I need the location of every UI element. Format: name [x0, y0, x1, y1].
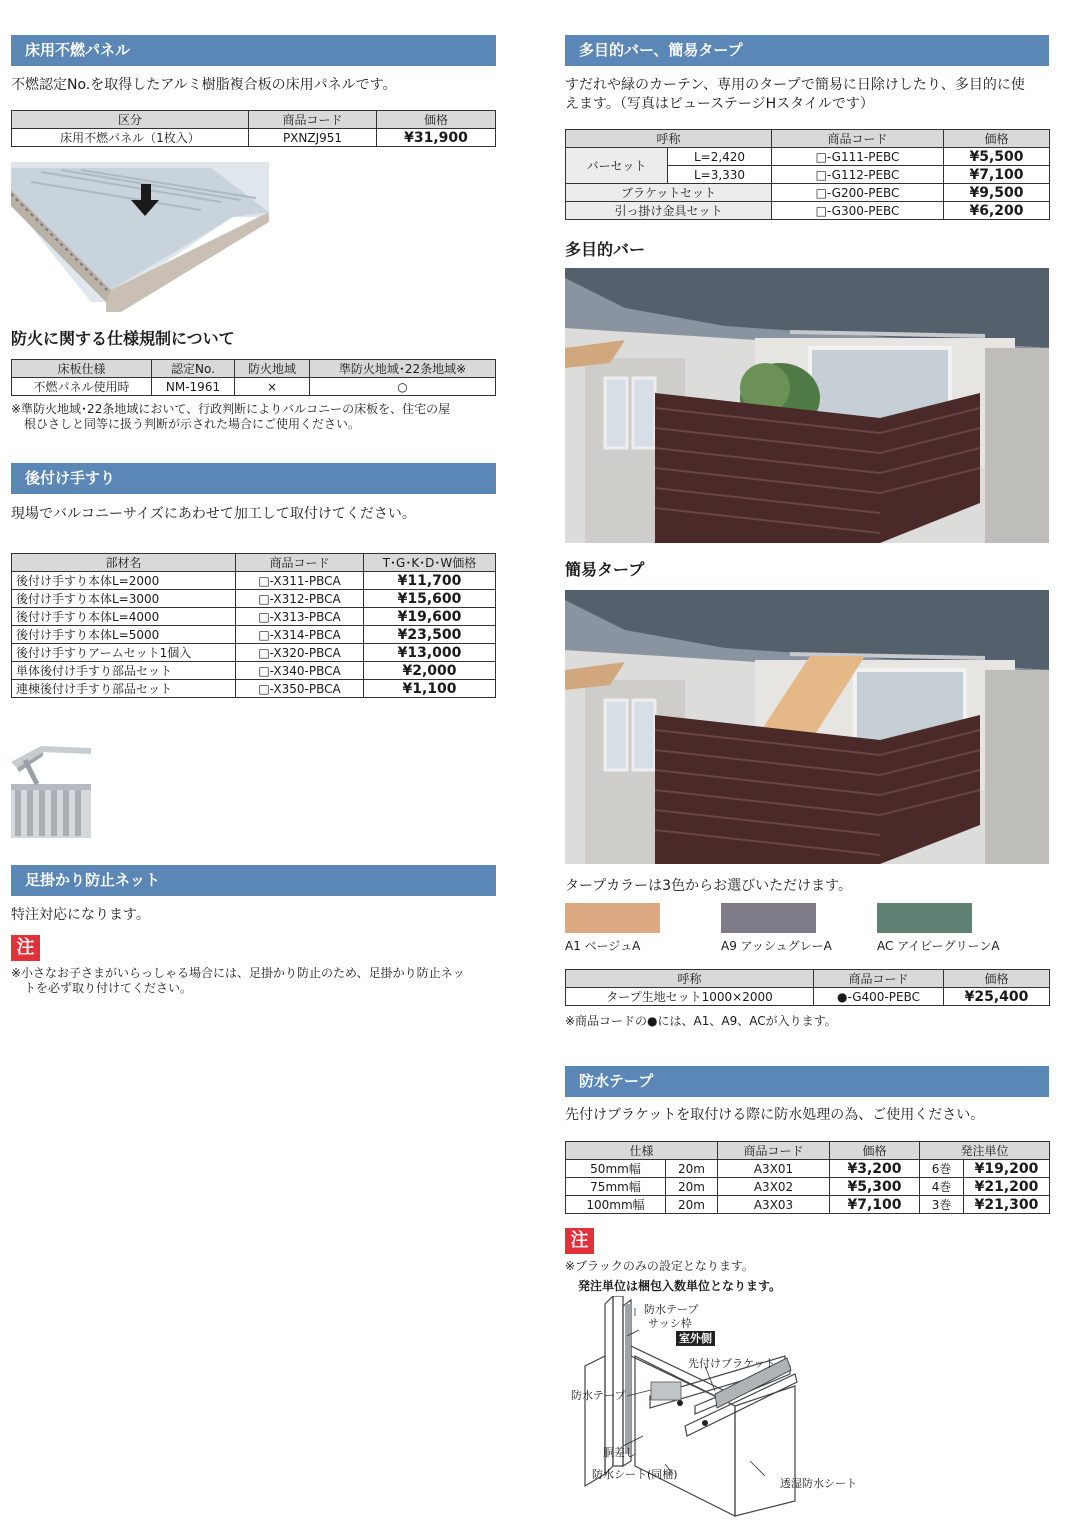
table-row: [566, 148, 1050, 166]
cell-price: ¥13,000: [364, 644, 496, 662]
table-row: [12, 608, 496, 626]
fire-regulation-table: [11, 359, 496, 396]
cell-code: A3X02: [718, 1178, 830, 1196]
cell-code: □-X313-PBCA: [236, 608, 364, 626]
cell-name: 後付け手すり本体L=2000: [12, 572, 236, 590]
cell-unit-price: ¥21,300: [964, 1196, 1050, 1214]
cell-price: ¥3,200: [830, 1160, 920, 1178]
cell-name: タープ生地セット1000×2000: [566, 988, 814, 1006]
section-header-bar: 多目的バー、簡易タープ: [565, 35, 1049, 66]
col-header: 価格: [377, 111, 496, 129]
col-header: 準防火地域･22条地域※: [310, 360, 496, 378]
col-header: 呼称: [566, 970, 814, 988]
table-row: [566, 988, 1050, 1006]
col-header: 認定No.: [152, 360, 235, 378]
cell-code: □-X311-PBCA: [236, 572, 364, 590]
cell-code: □-X320-PBCA: [236, 644, 364, 662]
table-row: [566, 1178, 1050, 1196]
diagram-label-tape-top: 防水テープ: [644, 1303, 699, 1316]
col-header: 価格: [830, 1142, 920, 1160]
cell-price: ¥25,400: [944, 988, 1050, 1006]
cell-price: ¥5,500: [944, 148, 1050, 166]
cell-code: □-X350-PBCA: [236, 680, 364, 698]
simple-tarp-photo: [565, 590, 1049, 864]
cell-price: ¥5,300: [830, 1178, 920, 1196]
caution-badge: 注: [565, 1228, 594, 1254]
cell-code: ●-G400-PEBC: [814, 988, 944, 1006]
cell-name: 後付け手すり本体L=4000: [12, 608, 236, 626]
bar-description-line1: すだれや緑のカーテン、専用のタープで簡易に日除けしたり、多目的に使: [565, 77, 1025, 93]
cell-name: 単体後付け手すり部品セット: [12, 662, 236, 680]
col-header: 仕様: [566, 1142, 718, 1160]
diagram-label-permeable: 透湿防水シート: [780, 1477, 857, 1490]
cell-code: □-G112-PEBC: [772, 166, 944, 184]
col-header: 防火地域: [235, 360, 310, 378]
table-row: [566, 1160, 1050, 1178]
diagram-label-tape-left: 防水テープ: [571, 1389, 626, 1402]
col-header: 部材名: [12, 554, 236, 572]
cell-length: 20m: [666, 1178, 718, 1196]
col-header: 商品コード: [236, 554, 364, 572]
cell-semi-fire-zone: ○: [310, 378, 496, 396]
tarp-colors-title: タープカラーは3色からお選びいただけます。: [565, 878, 852, 894]
cell-width: 75mm幅: [566, 1178, 666, 1196]
swatch-label-beige: A1 ベージュA: [565, 939, 641, 953]
cell-code: □-G200-PEBC: [772, 184, 944, 202]
table-row: [12, 626, 496, 644]
cell-name: 引っ掛け金具セット: [566, 202, 772, 220]
cell-bar-set: バーセット: [566, 148, 668, 184]
cell-cert-no: NM-1961: [152, 378, 235, 396]
cell-price: ¥15,600: [364, 590, 496, 608]
table-row: [12, 129, 496, 147]
bar-table: [565, 129, 1050, 220]
swatch-label-ash-gray: A9 アッシュグレーA: [721, 939, 832, 953]
swatch-ivy-green: [877, 903, 972, 933]
photo-title-tarp: 簡易タープ: [565, 560, 645, 579]
fire-regulation-title: 防火に関する仕様規制について: [11, 329, 235, 348]
cell-price: ¥7,100: [944, 166, 1050, 184]
cell-price: ¥23,500: [364, 626, 496, 644]
cell-name: 床用不燃パネル（1枚入）: [12, 129, 249, 147]
cell-price: ¥1,100: [364, 680, 496, 698]
cell-price: ¥19,600: [364, 608, 496, 626]
cell-unit-price: ¥21,200: [964, 1178, 1050, 1196]
photo-title-bar: 多目的バー: [565, 240, 646, 259]
cell-length: L=2,420: [668, 148, 772, 166]
handrail-description: 現場でバルコニーサイズにあわせて加工して取付けてください。: [11, 506, 416, 522]
tarp-table: [565, 969, 1050, 1006]
cell-price: ¥7,100: [830, 1196, 920, 1214]
cell-width: 100mm幅: [566, 1196, 666, 1214]
handrail-illustration: [11, 740, 93, 838]
cell-price: ¥6,200: [944, 202, 1050, 220]
cell-floor-spec: 不燃パネル使用時: [12, 378, 152, 396]
cell-code: PXNZJ951: [249, 129, 377, 147]
table-row: [12, 680, 496, 698]
section-header-net: 足掛かり防止ネット: [11, 865, 496, 896]
floor-panel-table: [11, 110, 496, 147]
section-header-tape: 防水テープ: [565, 1066, 1049, 1097]
diagram-label-outdoor: 室外側: [676, 1331, 715, 1346]
col-header: 商品コード: [772, 130, 944, 148]
table-row: [566, 184, 1050, 202]
net-description: 特注対応になります。: [11, 907, 150, 923]
cell-unit-qty: 4巻: [920, 1178, 964, 1196]
table-row: [12, 662, 496, 680]
col-header: 呼称: [566, 130, 772, 148]
cell-name: ブラケットセット: [566, 184, 772, 202]
cell-price: ¥2,000: [364, 662, 496, 680]
cell-name: 後付け手すりアームセット1個入: [12, 644, 236, 662]
cell-unit-price: ¥19,200: [964, 1160, 1050, 1178]
col-header: 発注単位: [920, 1142, 1050, 1160]
table-row: [12, 590, 496, 608]
fire-note-line2: 根ひさしと同等に扱う判断が示された場合にご使用ください。: [24, 417, 361, 431]
diagram-label-dousashi: 胴差し: [603, 1446, 636, 1459]
col-header: T･G･K･D･W価格: [364, 554, 496, 572]
cell-length: 20m: [666, 1160, 718, 1178]
tape-description: 先付けブラケットを取付ける際に防水処理の為、ご使用ください。: [565, 1107, 985, 1123]
cell-price: ¥9,500: [944, 184, 1050, 202]
fire-note-line1: ※準防火地域･22条地域において、行政判断によりバルコニーの床板を、住宅の屋: [11, 402, 451, 416]
floor-panel-description: 不燃認定No.を取得したアルミ樹脂複合板の床用パネルです。: [11, 77, 397, 93]
cell-length: L=3,330: [668, 166, 772, 184]
swatch-beige: [565, 903, 660, 933]
floor-panel-illustration: [11, 162, 281, 312]
cell-price: ¥11,700: [364, 572, 496, 590]
diagram-label-bracket: 先付けブラケット: [688, 1357, 776, 1370]
col-header: 区分: [12, 111, 249, 129]
cell-code: A3X01: [718, 1160, 830, 1178]
table-row: [566, 202, 1050, 220]
cell-code: A3X03: [718, 1196, 830, 1214]
table-row: [566, 1196, 1050, 1214]
col-header: 価格: [944, 130, 1050, 148]
col-header: 商品コード: [814, 970, 944, 988]
col-header: 価格: [944, 970, 1050, 988]
table-row: [12, 572, 496, 590]
net-note-line2: トを必ず取り付けてください。: [24, 981, 193, 995]
caution-badge: 注: [11, 935, 40, 961]
swatch-label-ivy-green: AC アイビーグリーンA: [877, 939, 1000, 953]
cell-unit-qty: 6巻: [920, 1160, 964, 1178]
cell-unit-qty: 3巻: [920, 1196, 964, 1214]
multipurpose-bar-photo: [565, 268, 1049, 543]
cell-code: □-G111-PEBC: [772, 148, 944, 166]
handrail-table: [11, 553, 496, 698]
cell-code: □-X312-PBCA: [236, 590, 364, 608]
tape-note-line1: ※ブラックのみの設定となります。: [565, 1259, 754, 1273]
cell-name: 後付け手すり本体L=3000: [12, 590, 236, 608]
cell-price: ¥31,900: [377, 129, 496, 147]
table-row: [12, 644, 496, 662]
swatch-ash-gray: [721, 903, 816, 933]
col-header: 商品コード: [718, 1142, 830, 1160]
section-header-floor-panel: 床用不燃パネル: [11, 35, 496, 66]
table-row: [12, 378, 496, 396]
col-header: 床板仕様: [12, 360, 152, 378]
cell-code: □-X314-PBCA: [236, 626, 364, 644]
diagram-label-sash: サッシ枠: [648, 1317, 692, 1330]
net-note-line1: ※小さなお子さまがいらっしゃる場合には、足掛かり防止のため、足掛かり防止ネッ: [11, 966, 465, 980]
cell-width: 50mm幅: [566, 1160, 666, 1178]
diagram-label-sheet: 防水シート(同梱): [592, 1468, 678, 1481]
cell-code: □-X340-PBCA: [236, 662, 364, 680]
section-header-handrail: 後付け手すり: [11, 463, 496, 494]
col-header: 商品コード: [249, 111, 377, 129]
tape-table: [565, 1141, 1050, 1214]
cell-name: 後付け手すり本体L=5000: [12, 626, 236, 644]
tarp-note: ※商品コードの●には、A1、A9、ACが入ります。: [565, 1014, 837, 1028]
bar-description-line2: えます。（写真はビューステージHスタイルです）: [565, 96, 874, 112]
cell-name: 連棟後付け手すり部品セット: [12, 680, 236, 698]
cell-code: □-G300-PEBC: [772, 202, 944, 220]
cell-fire-zone: ×: [235, 378, 310, 396]
tape-note-line2: 発注単位は梱包入数単位となります。: [578, 1279, 782, 1293]
cell-length: 20m: [666, 1196, 718, 1214]
